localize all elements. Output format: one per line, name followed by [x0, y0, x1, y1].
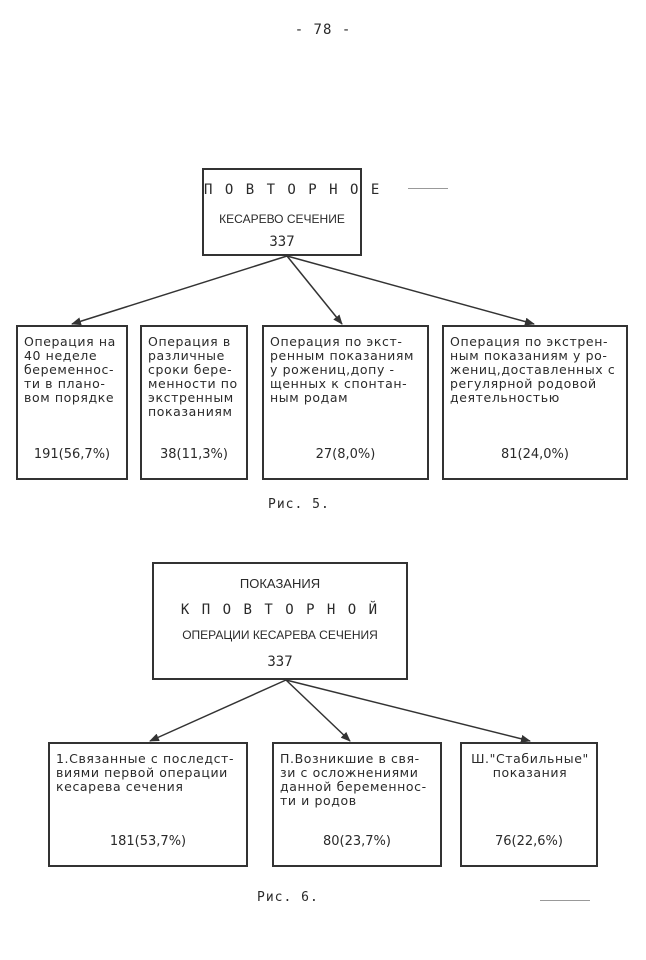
fig5-child-value-2: 38(11,3%) — [160, 447, 228, 462]
fig6-root-title-line3: ОПЕРАЦИИ КЕСАРЕВА СЕЧЕНИЯ — [182, 628, 378, 642]
fig5-arrow-4 — [287, 256, 534, 324]
fig5-caption: Рис. 5. — [268, 497, 330, 512]
fig6-root-title-line2: К П О В Т О Р Н О Й — [180, 602, 380, 618]
fig6-root-value: 337 — [267, 654, 293, 670]
fig5-child-text-4: Операция по экстрен- ным показаниям у ро- жениц,доставленных с регулярной родовой деятельностью — [450, 334, 616, 405]
fig6-child-value-1: 181(53,7%) — [109, 834, 187, 849]
fig5-arrow-3 — [287, 256, 342, 324]
fig5-child-value-4: 81(24,0%) — [501, 447, 569, 462]
fig6-arrow-2 — [286, 680, 350, 741]
fig5-child-text-1: Операция на 40 неделе беременнос- ти в плано- вом порядке — [24, 334, 116, 405]
fig6-child-value-3: 76(22,6%) — [495, 834, 563, 849]
fig6-caption: Рис. 6. — [257, 890, 319, 905]
fig5-child-text-3: Операция по экст- ренным показаниям у рожениц,допу - щенных к спонтан- ным родам — [270, 334, 415, 405]
fig5-root-title-line1: П О В Т О Р Н О Е — [204, 182, 382, 198]
page-number: - 78 - — [294, 22, 352, 38]
fig6-child-value-2: 80(23,7%) — [323, 834, 391, 849]
fig5-root-value: 337 — [269, 234, 295, 250]
fig6-child-text-3: Ш."Стабильные" показания — [471, 751, 589, 780]
fig5-child-text-2: Операция в различные сроки бере- менности по экстренным показаниям — [148, 334, 238, 419]
fig5-child-value-3: 27(8,0%) — [315, 447, 376, 462]
fig5-child-value-1: 191(56,7%) — [33, 447, 111, 462]
scan-speck — [540, 900, 590, 901]
fig6-arrow-1 — [150, 680, 286, 741]
scan-speck — [408, 188, 448, 189]
fig6-root-title-line1: ПОКАЗАНИЯ — [239, 576, 321, 591]
fig5-arrow-1 — [72, 256, 287, 324]
fig6-child-text-1: 1.Связанные с последст- виями первой операции кесарева сечения — [56, 751, 235, 794]
fig5-root-title-line2: КЕСАРЕВО СЕЧЕНИЕ — [219, 212, 345, 226]
fig6-arrow-3 — [286, 680, 530, 741]
fig6-child-text-2: П.Возникшие в свя- зи с осложнениями данной беременнос- ти и родов — [280, 751, 427, 808]
